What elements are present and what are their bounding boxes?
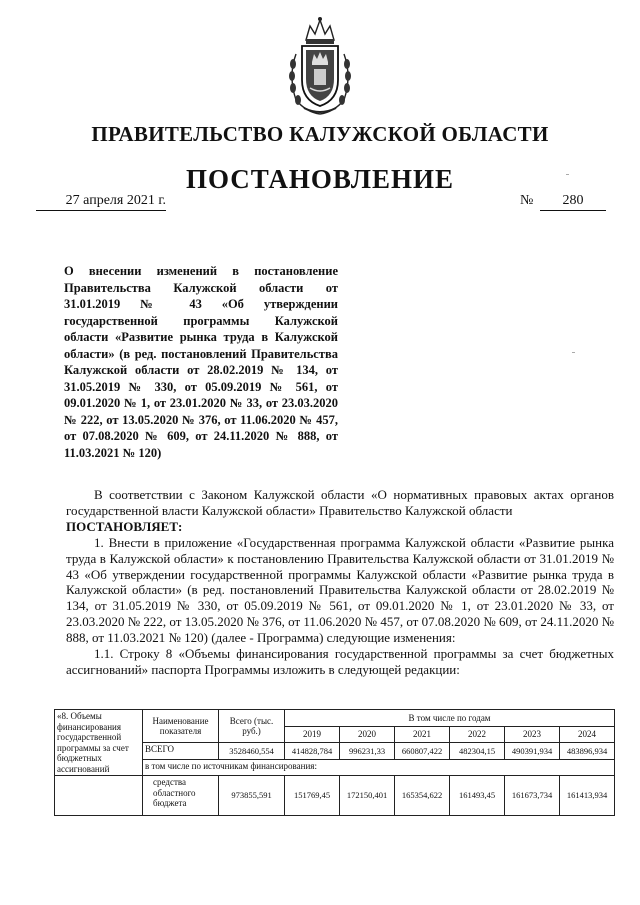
- document-date: 27 апреля 2021 г.: [36, 193, 166, 211]
- regional-row-value: 161413,934: [560, 776, 615, 816]
- coat-of-arms-emblem: [284, 14, 356, 118]
- scan-speck: [572, 352, 575, 353]
- total-row-value: 483896,934: [560, 743, 615, 760]
- col-name-header: Наименование показателя: [143, 710, 219, 743]
- total-row-sum: 3528460,554: [219, 743, 285, 760]
- year-header: 2022: [450, 726, 505, 743]
- decree-line: [66, 519, 614, 535]
- year-header: 2024: [560, 726, 615, 743]
- total-row-value: 490391,934: [505, 743, 560, 760]
- point-1-paragraph: 1. Внести в приложение «Государственная программа Калужской области «Развитие рынка труда в Калужской области» к постановлению Правительства Калужской области от 31.01.2019 № 43 «Об утверждении государственной программы Калужской области «Развитие рынка труда в Калужской области» (в ред. постановлений Правительства Калужской области от 28.02.2019 № 134, от 31.05.2019 № 330, от 05.09.2019 № 561, от 09.01.2020 № 1, от 23.01.2020 № 33, от 23.03.2020 № 222, от 13.05.2020 № 376, от 11.06.2020 № 457, от 07.08.2020 № 609, от 24.11.2020 № 888, от 11.03.2021 № 120) (далее - Программа) следующие изменения:: [66, 534, 614, 646]
- decree-word: ПОСТАНОВЛЯЕТ: [66, 518, 178, 534]
- number-sign: №: [520, 193, 534, 208]
- col-total-header: Всего (тыс. руб.): [219, 710, 285, 743]
- resolution-body: [66, 487, 614, 678]
- preamble-paragraph: [66, 487, 614, 519]
- regional-row-value: 151769,45: [285, 776, 340, 816]
- total-row-value: 414828,784: [285, 743, 340, 760]
- total-row-value: 482304,15: [450, 743, 505, 760]
- year-header: 2023: [505, 726, 560, 743]
- total-row-value: 996231,33: [340, 743, 395, 760]
- year-header: 2019: [285, 726, 340, 743]
- table-header-row: [55, 710, 615, 727]
- row-label-cell: «8. Объемы финансирования государственной программы за счет бюджетных ассигнований: [55, 710, 143, 776]
- years-group-header: В том числе по годам: [285, 710, 615, 727]
- decree-colon: :: [178, 518, 183, 534]
- resolution-subject-title: О внесении изменений в постановление Правительства Калужской области от 31.01.2019 № 43 «Об утверждении государственной программы Калужской области «Развитие рынка труда в Калужской области» (в ред. постановлений Правительства Калужской области от 28.02.2019 № 134, от 31.05.2019 № 330, от 05.09.2019 № 561, от 09.01.2020 № 1, от 23.01.2020 № 33, от 23.03.2020 № 222, от 13.05.2020 № 376, от 11.06.2020 № 457, от 07.08.2020 № 609, от 24.11.2020 № 888, от 11.03.2021 № 120): [64, 264, 338, 460]
- regional-row-value: 172150,401: [340, 776, 395, 816]
- regional-row-value: 161493,45: [450, 776, 505, 816]
- year-header: 2020: [340, 726, 395, 743]
- table-row-regional: [55, 776, 615, 816]
- point-1-1-paragraph: 1.1. Строку 8 «Объемы финансирования государственной программы за счет бюджетных ассигнований» паспорта Программы изложить в следующей редакции:: [66, 646, 614, 677]
- total-row-value: 660807,422: [395, 743, 450, 760]
- document-number: 280: [540, 193, 606, 211]
- scan-speck: [566, 174, 569, 175]
- regional-row-value: 165354,622: [395, 776, 450, 816]
- row-label-cell-continued: [55, 776, 143, 816]
- regional-row-value: 161673,734: [505, 776, 560, 816]
- regional-row-label: средства областного бюджета: [143, 776, 219, 816]
- government-title: ПРАВИТЕЛЬСТВО КАЛУЖСКОЙ ОБЛАСТИ: [91, 122, 549, 146]
- sources-label: в том числе по источникам финансирования:: [143, 759, 615, 776]
- preamble-text: В соответствии с Законом Калужской области «О нормативных правовых актах органов государственной власти Калужской области» Правительство Калужской области: [66, 487, 614, 518]
- year-header: 2021: [395, 726, 450, 743]
- total-row-label: ВСЕГО: [143, 743, 219, 760]
- regional-row-sum: 973855,591: [219, 776, 285, 816]
- document-type-title: ПОСТАНОВЛЕНИЕ: [185, 164, 455, 194]
- financing-table: [54, 709, 615, 816]
